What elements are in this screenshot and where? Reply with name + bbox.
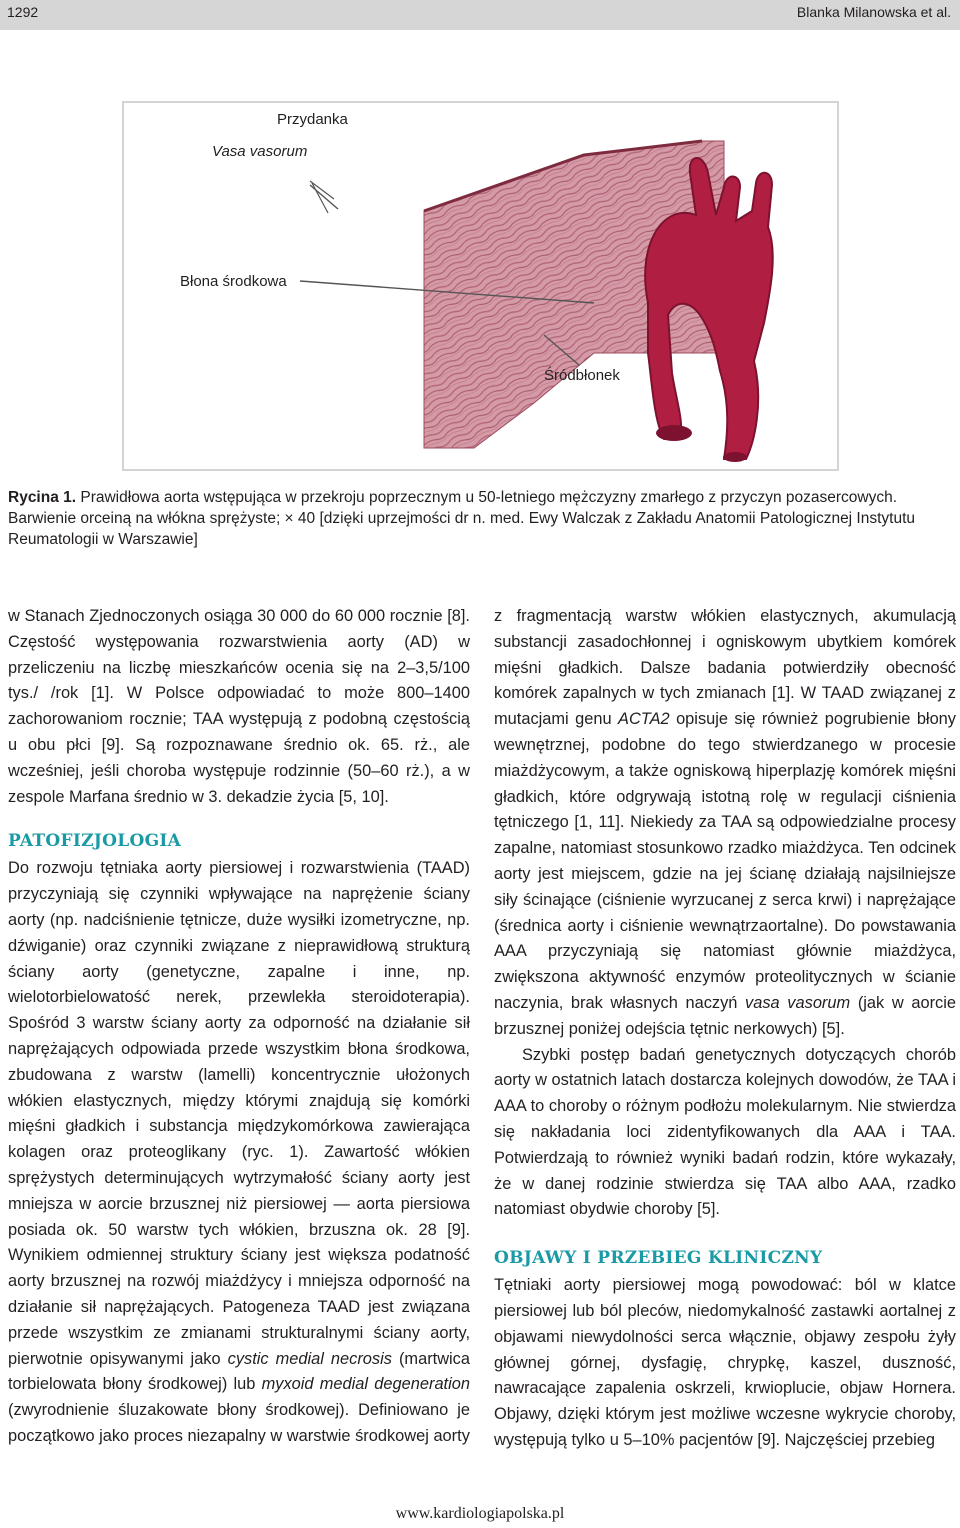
- term-italic: myxoid medial degeneration: [261, 1375, 470, 1394]
- descending-aorta-opening: [723, 452, 747, 462]
- text-run: opisuje się również pogrubienie błony wewnętrznej, podobne do tego stwierdzanego w procesie miażdżycowym, a także ogniskową hiperplazję komórek mięśni gładkich, które odgrywają istotną rolę w regulacji ciśnienia tętniczego [1, 11]. Niekiedy za TAA są odpowiedzialne procesy zapalne, natomiast stosunkowo rzadko miażdżyca. Ten odcinek aorty jest miejscem, gdzie na jej ścianę działają najsilniejsze siły ścinające (ciśnienie wyrzucanej z serca krwi) i naprężające (średnica aorty i ciśnienie wewnątrzaortalne). Do powstawania AAA przyczyniają się natomiast głównie miażdżyca, zwiększona aktywność enzymów proteolitycznych w ścianie naczynia, brak własnych naczyń: [494, 710, 956, 1012]
- text-run: (zwyrodnienie śluzakowate błony środkowej). Definiowano je początkowo jako proces niezapalny w warstwie środkowej aorty: [8, 1401, 470, 1445]
- aorta-root-opening: [656, 425, 692, 441]
- label-vasa-vasorum: Vasa vasorum: [212, 143, 308, 160]
- term-italic: ACTA2: [618, 710, 670, 729]
- paragraph: w Stanach Zjednoczonych osiąga 30 000 do 60 000 rocznie [8]. Częstość występowania rozwarstwienia aorty (AD) w przeliczeniu na liczbę mieszkańców ocenia się na 2–3,5/100 tys./ /rok [1]. W Polsce odpowiadać to może 800–1400 zachorowaniom rocznie; TAA występują z podobną częstością u obu płci [9]. Są rozpoznawane średnio ok. 65. rż., ale wcześniej, jeśli choroba występuje rodzinnie (50–60 rż.), a w zespole Marfana średnio w 3. dekadzie życia [5, 10].: [8, 607, 470, 806]
- right-column: [494, 604, 956, 1454]
- label-media: Błona środkowa: [180, 273, 287, 290]
- label-adventitia: Przydanka: [277, 111, 348, 128]
- text-run: (jak w aorcie brzusznej poniżej odejścia tętnic nerkowych) [5].: [494, 993, 956, 1038]
- figure-caption: [8, 487, 954, 550]
- paragraph: Tętniaki aorty piersiowej mogą powodować: ból w klatce piersiowej lub ból pleców, niedomykalność zastawki aortalnej z objawami niewydolności serca włącznie, objawy zespołu żyły głównej górnej, dysfagię, chrypkę, kaszel, duszność, nawracające zapalenia oskrzeli, krwioplucie, objaw Hornera. Objawy, dzięki którym jest możliwe wczesne wykrycie choroby, występują tylko u 5–10% pacjentów [9]. Najczęściej przebieg: [494, 1276, 956, 1449]
- text-run: z fragmentacją warstw włókien elastycznych, akumulacją substancji zasadochłonnej i ogniskowym ubytkiem komórek mięśni gładkich. Dalsze badania potwierdziły obecność komórek zapalnych w tych zmianach [1]. W TAAD związanej z mutacjami genu: [494, 607, 956, 729]
- label-intima: Śródbłonek: [544, 367, 620, 384]
- paragraph: [8, 856, 470, 1449]
- page-number: 1292: [7, 4, 39, 20]
- term-italic: cystic medial necrosis: [227, 1349, 392, 1368]
- leader-vasa-1: [310, 181, 334, 199]
- text-run: (martwica torbielowata błony środkowej) lub: [8, 1349, 470, 1394]
- paragraph: Szybki postęp badań genetycznych dotyczących chorób aorty w ostatnich latach dostarcza kolejnych dowodów, że TAA i AAA to choroby o różnym podłożu molekularnym. Nie stwierdza się nakładania loci zidentyfikowanych dla AAA i TAA. Potwierdzają to również wyniki badań rodzin, które wykazały, że w danej rodzinie stwierdza się TAA albo AAA, rzadko natomiast obydwie choroby [5].: [494, 1045, 956, 1219]
- term-italic: vasa vasorum: [745, 993, 851, 1012]
- paragraph: [494, 604, 956, 1043]
- caption-text: Prawidłowa aorta wstępująca w przekroju poprzecznym u 50-letniego mężczyzny zmarłego z przyczyn pozasercowych. Barwienie orceiną na włókna sprężyste; × 40 [dzięki uprzejmości dr n. med. Ewy Walczak z Zakładu Anatomii Patologicznej Instytutu Reumatologii w Warszawie]: [8, 489, 916, 548]
- figure-1: [122, 101, 839, 471]
- text-run: Do rozwoju tętniaka aorty piersiowej i rozwarstwienia (TAAD) przyczyniają się czynniki wpływające na naprężenie ściany aorty (np. nadciśnienie tętnicze, duże wysiłki izometryczne, np. dźwiganie) oraz czynniki związane z nieprawidłową strukturą ściany aorty (genetyczne, zapalne i inne, np. wielotorbielowatość nerek, przewlekła steroidoterapia). Spośród 3 warstw ściany aorty za odporność na działanie sił naprężających odpowiada przede wszystkim błona środkowa, zbudowana z warstw (lamelli) koncentrycznie ułożonych włókien elastycznych, między którymi znajdują się komórki mięśni gładkich i substancja międzykomórkowa zawierająca kolagen oraz proteoglikany (ryc. 1). Zawartość włókien sprężystych determinujących wytrzymałość ściany aorty jest mniejsza w aorcie brzusznej niż piersiowej — aorta piersiowa posiada ok. 50 warstw tych włókien, brzuszna ok. 28 [9]. Wynikiem odmiennej struktury ściany jest większa podatność aorty brzusznej na rozwój miażdżycy i mniejsza odporność na działanie sił naprężających. Patogeneza TAAD jest związana przede wszystkim ze zmianami strukturalnymi ściany aorty, pierwotnie opisywanymi jako: [8, 859, 470, 1368]
- running-header: [0, 0, 960, 30]
- section-heading-symptoms: OBJAWY I PRZEBIEG KLINICZNY: [494, 1248, 823, 1269]
- caption-lead: Rycina 1.: [8, 489, 77, 506]
- left-column: [8, 604, 470, 1450]
- running-head-authors: Blanka Milanowska et al.: [796, 4, 951, 20]
- section-heading-pathophysiology: PATOFIZJOLOGIA: [8, 831, 182, 852]
- footer-url: www.kardiologiapolska.pl: [395, 1505, 565, 1522]
